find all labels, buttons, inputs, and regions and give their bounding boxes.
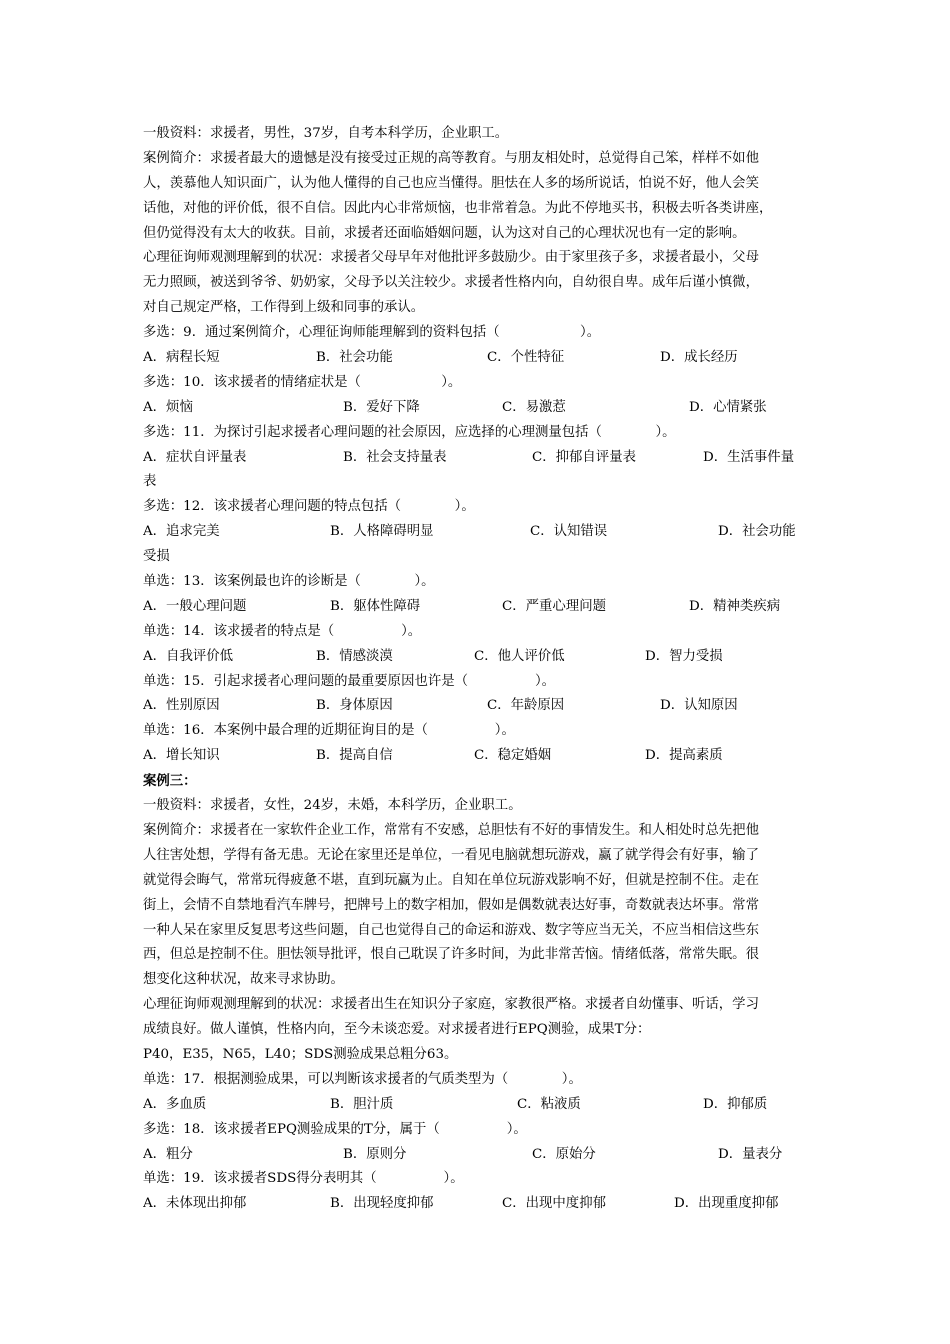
answer-options-row [143,694,823,719]
text-line: 受损 [143,549,170,565]
answer-option: C．个性特征 [487,350,565,366]
answer-option: B．躯体性障碍 [330,598,421,614]
answer-option: B．社会支持量表 [343,449,447,465]
answer-option: B．出现轻度抑郁 [330,1196,434,1212]
answer-options-row [143,396,823,421]
answer-option: B．原则分 [343,1146,407,1162]
answer-option: D．认知原因 [660,698,738,714]
answer-option: C．易激惹 [502,399,566,415]
text-line: 就觉得会晦气，常常玩得疲惫不堪，直到玩赢为止。自知在单位玩游戏影响不好，但就是控制不住。走在 [143,872,759,888]
answer-options-row [143,1143,823,1168]
case-heading: 案例三： [143,773,197,790]
answer-options-row [143,520,823,545]
answer-option: A．增长知识 [143,748,220,764]
text-line: 单选：13．该案例最也许的诊断是（ ）。 [143,574,435,590]
answer-option: D．成长经历 [660,350,738,366]
answer-option: D．精神类疾病 [689,598,781,614]
answer-option: C．粘液质 [517,1096,581,1112]
text-line: 案例简介：求援者最大的遗憾是没有接受过正规的高等教育。与朋友相处时，总觉得自己笨，样样不如他 [143,150,759,166]
answer-option: D．抑郁质 [703,1096,768,1112]
text-line: 单选：19．该求援者SDS得分表明其（ ）。 [143,1171,464,1187]
answer-option: A．性别原因 [143,698,220,714]
text-line: 多选：11．为探讨引起求援者心理问题的社会原因，应选择的心理测量包括（ ）。 [143,424,676,440]
text-line: 一种人呆在家里反复思考这些问题，自己也觉得自己的命运和游戏、数字等应当无关，不应当相信这些东 [143,922,759,938]
answer-option: B．身体原因 [316,698,393,714]
answer-option: A．自我评价低 [143,648,234,664]
text-line: 案例简介：求援者在一家软件企业工作，常常有不安感，总胆怯有不好的事情发生。和人相处时总先把他 [143,822,759,838]
document-body [143,122,823,1217]
text-line: 人，羡慕他人知识面广，认为他人懂得的自己也应当懂得。胆怯在人多的场所说话，怕说不好，他人会笑 [143,175,759,191]
text-line: 多选：10．该求援者的情绪症状是（ ）。 [143,374,462,390]
answer-option: D．生活事件量 [703,449,795,465]
answer-option: A．多血质 [143,1096,207,1112]
answer-option: C．年龄原因 [487,698,565,714]
text-line: P40，E35，N65，L40；SDS测验成果总粗分63。 [143,1046,458,1062]
text-line: 表 [143,474,157,490]
answer-option: C．严重心理问题 [502,598,606,614]
answer-option: A．未体现出抑郁 [143,1196,247,1212]
answer-option: A．烦恼 [143,399,193,415]
answer-option: C．稳定婚姻 [474,748,552,764]
answer-options-row [143,595,823,620]
answer-option: B．胆汁质 [330,1096,394,1112]
answer-option: D．智力受损 [645,648,723,664]
answer-option: C．原始分 [532,1146,596,1162]
answer-option: A．一般心理问题 [143,598,247,614]
answer-option: A．症状自评量表 [143,449,247,465]
text-line: 对自己规定严格，工作得到上级和同事的承认。 [143,300,425,316]
text-line: 想变化这种状况，故来寻求协助。 [143,972,344,988]
text-line: 单选：17．根据测验成果，可以判断该求援者的气质类型为（ ）。 [143,1071,582,1087]
answer-option: C．认知错误 [530,524,608,540]
answer-option: C．他人评价低 [474,648,565,664]
answer-options-row [143,744,823,769]
document-page [143,122,823,1217]
answer-options-row [143,1192,823,1217]
text-line: 无力照顾，被送到爷爷、奶奶家，父母予以关注较少。求援者性格内向，自幼很自卑。成年后谨小慎微， [143,275,759,291]
text-line: 一般资料：求援者，男性，37岁，自考本科学历，企业职工。 [143,126,509,141]
text-line: 一般资料：求援者，女性，24岁，未婚，本科学历，企业职工。 [143,798,522,814]
text-line: 单选：15．引起求援者心理问题的最重要原因也许是（ ）。 [143,673,556,689]
text-line: 但仍觉得没有太大的收获。目前，求援者还面临婚姻问题，认为这对自己的心理状况也有一定的影响。 [143,225,746,241]
answer-option: D．心情紧张 [689,399,767,415]
answer-option: B．人格障碍明显 [330,524,434,540]
answer-option: D．社会功能 [718,524,796,540]
text-line: 心理征询师观测理解到的状况：求援者出生在知识分子家庭，家教很严格。求援者自幼懂事、听话，学习 [143,997,759,1013]
text-line: 话他，对他的评价低，很不自信。因此内心非常烦恼，也非常着急。为此不停地买书，积极去听各类讲座， [143,200,773,216]
answer-option: D．提高素质 [645,748,723,764]
answer-option: A．粗分 [143,1146,193,1162]
text-line: 西，但总是控制不住。胆怯领导批评，恨自己耽误了许多时间，为此非常苦恼。情绪低落，常常失眠。很 [143,947,759,963]
answer-option: D．量表分 [718,1146,783,1162]
answer-option: B．提高自信 [316,748,393,764]
text-line: 多选：12．该求援者心理问题的特点包括（ ）。 [143,499,475,515]
answer-option: D．出现重度抑郁 [674,1196,779,1212]
answer-options-row [143,446,823,471]
text-line: 人往害处想，学得有备无患。无论在家里还是单位，一看见电脑就想玩游戏，赢了就学得会有好事，输了 [143,847,759,863]
answer-options-row [143,1093,823,1118]
text-line: 心理征询师观测理解到的状况：求援者父母早年对他批评多鼓励少。由于家里孩子多，求援者最小，父母 [143,250,759,266]
answer-option: A．病程长短 [143,350,220,366]
text-line: 成绩良好。做人谨慎，性格内向，至今未谈恋爱。对求援者进行EPQ测验，成果T分： [143,1022,651,1038]
text-line: 街上，会情不自禁地看汽车牌号，把牌号上的数字相加，假如是偶数就表达好事，奇数就表达坏事。常常 [143,897,759,913]
answer-option: B．情感淡漠 [316,648,393,664]
answer-option: A．追求完美 [143,524,220,540]
answer-option: B．爱好下降 [343,399,420,415]
text-line: 多选：9．通过案例简介，心理征询师能理解到的资料包括（ ）。 [143,325,601,341]
text-line: 多选：18．该求援者EPQ测验成果的T分，属于（ ）。 [143,1121,527,1137]
text-line: 单选：16．本案例中最合理的近期征询目的是（ ）。 [143,723,515,739]
answer-options-row [143,645,823,670]
answer-option: B．社会功能 [316,350,393,366]
answer-option: C．抑郁自评量表 [532,449,636,465]
answer-options-row [143,346,823,371]
answer-option: C．出现中度抑郁 [502,1196,606,1212]
text-line: 单选：14．该求援者的特点是（ ）。 [143,623,422,639]
